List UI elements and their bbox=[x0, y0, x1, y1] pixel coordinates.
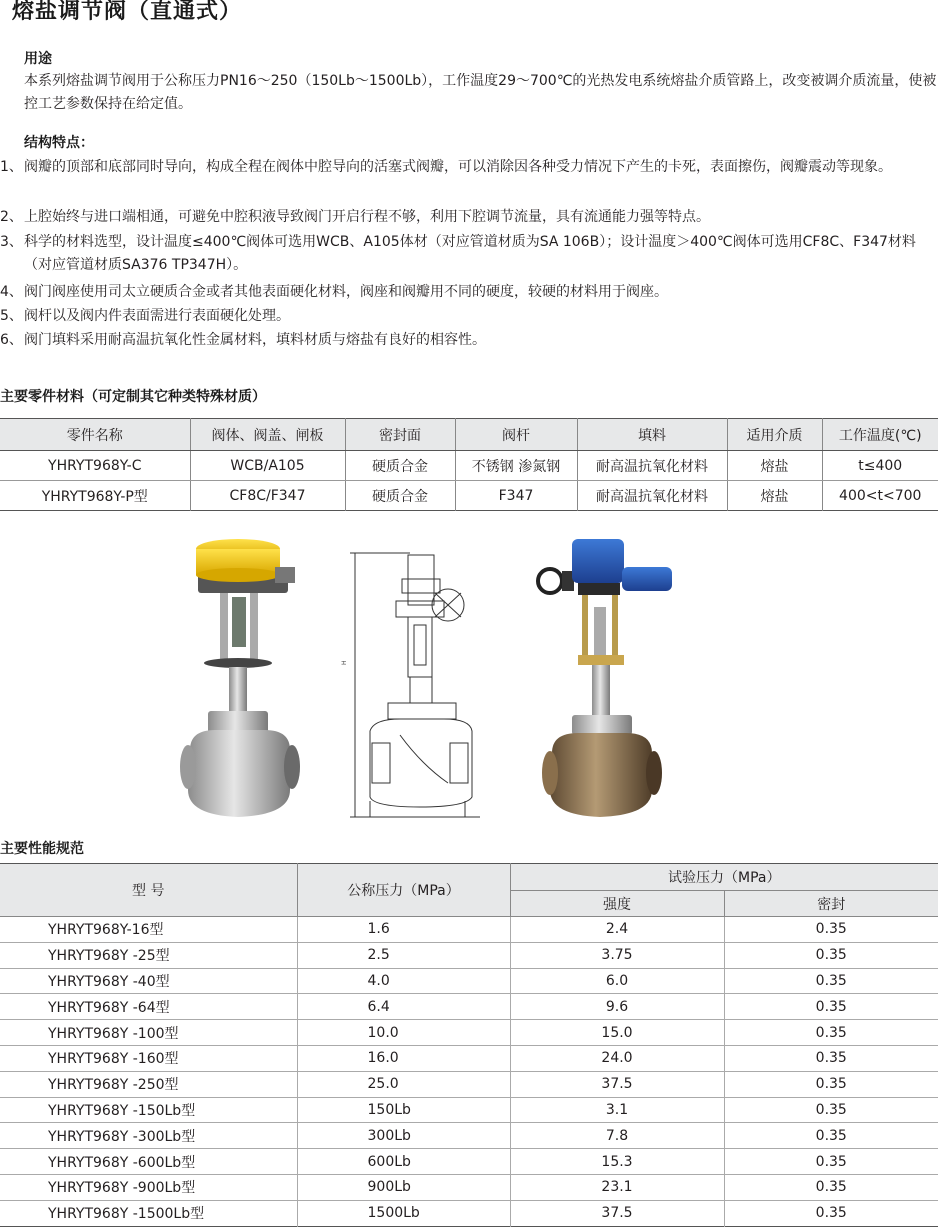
feature-item bbox=[0, 231, 940, 277]
feature-item bbox=[0, 206, 940, 229]
dimension-label: H bbox=[341, 660, 348, 665]
stem-cell: F347 bbox=[455, 481, 577, 511]
valve-images bbox=[160, 535, 680, 825]
feature-text: 科学的材料选型，设计温度≤400℃阀体可选用WCB、A105体材（对应管道材质为SA 106B）；设计温度＞400℃阀体可选用CF8C、F347材料（对应管道材质SA376 TP347H）。 bbox=[24, 234, 916, 273]
seal-cell: 0.35 bbox=[724, 917, 938, 943]
feature-number: 5、 bbox=[0, 308, 23, 324]
seal-cell: 0.35 bbox=[815, 1205, 847, 1222]
feature-text: 上腔始终与进口端相通，可避免中腔积液导致阀门开启行程不够，利用下腔调节流量，具有流通能力强等特点。 bbox=[24, 209, 710, 225]
table-row bbox=[0, 1097, 938, 1123]
col-header-temperature: 工作温度(℃) bbox=[822, 419, 938, 451]
model-cell: YHRYT968Y -1500Lb型 bbox=[0, 1200, 297, 1226]
strength-cell: 9.6 bbox=[510, 994, 724, 1020]
nominal-pressure-cell: 1500Lb bbox=[297, 1200, 510, 1226]
seal-cell: 0.35 bbox=[724, 1071, 938, 1097]
table-row bbox=[0, 1174, 938, 1200]
table-row bbox=[0, 1123, 938, 1149]
materials-heading: 主要零件材料（可定制其它种类特殊材质） bbox=[0, 389, 266, 405]
model-cell: YHRYT968Y -100型 bbox=[0, 1020, 297, 1046]
model-cell: YHRYT968Y -150Lb型 bbox=[0, 1097, 297, 1123]
col-header-model: 型 号 bbox=[0, 864, 297, 917]
table-row bbox=[0, 1045, 938, 1071]
nominal-pressure-cell: 25.0 bbox=[297, 1071, 510, 1097]
strength-cell: 37.5 bbox=[510, 1200, 724, 1226]
col-header-medium: 适用介质 bbox=[727, 419, 822, 451]
part-name-cell: YHRYT968Y-P型 bbox=[0, 481, 190, 511]
feature-item bbox=[0, 305, 940, 328]
feature-number: 1、 bbox=[0, 159, 23, 175]
feature-item bbox=[0, 156, 940, 179]
feature-number: 3、 bbox=[0, 234, 23, 250]
temperature-cell: 400<t<700 bbox=[839, 487, 922, 504]
materials-table bbox=[0, 418, 938, 511]
strength-cell: 2.4 bbox=[510, 917, 724, 943]
col-header-seal: 密封 bbox=[724, 891, 938, 917]
usage-text: 本系列熔盐调节阀用于公称压力PN16～250（150Lb～1500Lb），工作温度29～700℃的光热发电系统熔盐介质管路上，改变被调介质流量，使被控工艺参数保持在给定值。 bbox=[24, 73, 937, 112]
strength-cell: 6.0 bbox=[510, 968, 724, 994]
table-row bbox=[0, 1200, 938, 1226]
col-header-stem: 阀杆 bbox=[455, 419, 577, 451]
nominal-pressure-cell: 16.0 bbox=[297, 1045, 510, 1071]
model-cell: YHRYT968Y -250型 bbox=[0, 1071, 297, 1097]
seal-cell: 0.35 bbox=[724, 968, 938, 994]
specs-table bbox=[0, 863, 938, 1227]
strength-cell: 24.0 bbox=[510, 1045, 724, 1071]
feature-number: 6、 bbox=[0, 332, 23, 348]
table-row bbox=[0, 1020, 938, 1046]
strength-cell: 23.1 bbox=[510, 1174, 724, 1200]
col-header-nominal-pressure: 公称压力（MPa） bbox=[297, 864, 510, 917]
table-row bbox=[0, 481, 938, 511]
medium-cell: 熔盐 bbox=[727, 451, 822, 481]
pneumatic-valve-photo bbox=[180, 539, 300, 817]
strength-cell: 3.1 bbox=[510, 1097, 724, 1123]
medium-cell: 熔盐 bbox=[727, 481, 822, 511]
col-header-body: 阀体、阀盖、闸板 bbox=[190, 419, 345, 451]
nominal-pressure-cell: 6.4 bbox=[297, 994, 510, 1020]
model-cell: YHRYT968Y -25型 bbox=[0, 942, 297, 968]
col-header-part-name: 零件名称 bbox=[0, 419, 190, 451]
feature-number: 2、 bbox=[0, 209, 23, 225]
body-cell: WCB/A105 bbox=[190, 451, 345, 481]
model-cell: YHRYT968Y -300Lb型 bbox=[0, 1123, 297, 1149]
col-header-strength: 强度 bbox=[510, 891, 724, 917]
seal-cell: 0.35 bbox=[724, 1123, 938, 1149]
strength-cell: 3.75 bbox=[510, 942, 724, 968]
page-title: 熔盐调节阀（直通式） bbox=[12, 0, 243, 24]
feature-text: 阀门填料采用耐高温抗氧化性金属材料，填料材质与熔盐有良好的相容性。 bbox=[24, 332, 486, 348]
table-row bbox=[0, 1149, 938, 1175]
feature-text: 阀瓣的顶部和底部同时导向，构成全程在阀体中腔导向的活塞式阀瓣，可以消除因各种受力情况下产生的卡死，表面擦伤，阀瓣震动等现象。 bbox=[24, 159, 892, 175]
body-cell: CF8C/F347 bbox=[190, 481, 345, 511]
model-cell: YHRYT968Y -160型 bbox=[0, 1045, 297, 1071]
model-cell: YHRYT968Y -900Lb型 bbox=[0, 1174, 297, 1200]
seal-cell: 0.35 bbox=[724, 942, 938, 968]
table-row bbox=[0, 1071, 938, 1097]
feature-text: 阀杆以及阀内件表面需进行表面硬化处理。 bbox=[24, 308, 290, 324]
table-row bbox=[0, 994, 938, 1020]
nominal-pressure-cell: 10.0 bbox=[297, 1020, 510, 1046]
seal-cell: 0.35 bbox=[724, 1097, 938, 1123]
temperature-cell: t≤400 bbox=[822, 451, 938, 481]
model-cell: YHRYT968Y -64型 bbox=[0, 994, 297, 1020]
feature-item bbox=[0, 329, 940, 352]
valve-dimension-drawing bbox=[350, 553, 480, 817]
table-row bbox=[0, 917, 938, 943]
model-cell: YHRYT968Y-16型 bbox=[0, 917, 297, 943]
part-name-cell: YHRYT968Y-C bbox=[0, 451, 190, 481]
model-cell: YHRYT968Y -600Lb型 bbox=[0, 1149, 297, 1175]
seal-cell: 0.35 bbox=[724, 994, 938, 1020]
strength-cell: 15.3 bbox=[510, 1149, 724, 1175]
seal-cell: 0.35 bbox=[724, 1045, 938, 1071]
table-row bbox=[0, 968, 938, 994]
seal-face-cell: 硬质合金 bbox=[345, 451, 455, 481]
col-header-packing: 填料 bbox=[577, 419, 727, 451]
nominal-pressure-cell: 4.0 bbox=[297, 968, 510, 994]
table-row bbox=[0, 451, 938, 481]
feature-text: 阀门阀座使用司太立硬质合金或者其他表面硬化材料，阀座和阀瓣用不同的硬度，较硬的材料用于阀座。 bbox=[24, 284, 668, 300]
strength-cell: 15.0 bbox=[510, 1020, 724, 1046]
table-row bbox=[0, 942, 938, 968]
seal-cell: 0.35 bbox=[724, 1149, 938, 1175]
usage-heading: 用途 bbox=[24, 51, 52, 67]
seal-cell: 0.35 bbox=[724, 1020, 938, 1046]
model-cell: YHRYT968Y -40型 bbox=[0, 968, 297, 994]
feature-item bbox=[0, 281, 940, 304]
strength-cell: 37.5 bbox=[510, 1071, 724, 1097]
features-heading: 结构特点： bbox=[24, 135, 94, 151]
electric-valve-photo bbox=[538, 539, 672, 817]
stem-cell: 不锈钢 渗氮钢 bbox=[455, 451, 577, 481]
nominal-pressure-cell: 2.5 bbox=[297, 942, 510, 968]
specs-heading: 主要性能规范 bbox=[0, 841, 84, 857]
strength-cell: 7.8 bbox=[510, 1123, 724, 1149]
nominal-pressure-cell: 150Lb bbox=[297, 1097, 510, 1123]
feature-number: 4、 bbox=[0, 284, 23, 300]
packing-cell: 耐高温抗氧化材料 bbox=[577, 451, 727, 481]
nominal-pressure-cell: 900Lb bbox=[297, 1174, 510, 1200]
seal-cell: 0.35 bbox=[724, 1174, 938, 1200]
nominal-pressure-cell: 300Lb bbox=[297, 1123, 510, 1149]
nominal-pressure-cell: 1.6 bbox=[297, 917, 510, 943]
col-header-seal-face: 密封面 bbox=[345, 419, 455, 451]
nominal-pressure-cell: 600Lb bbox=[297, 1149, 510, 1175]
packing-cell: 耐高温抗氧化材料 bbox=[577, 481, 727, 511]
seal-face-cell: 硬质合金 bbox=[345, 481, 455, 511]
col-header-test-pressure: 试验压力（MPa） bbox=[510, 864, 938, 891]
